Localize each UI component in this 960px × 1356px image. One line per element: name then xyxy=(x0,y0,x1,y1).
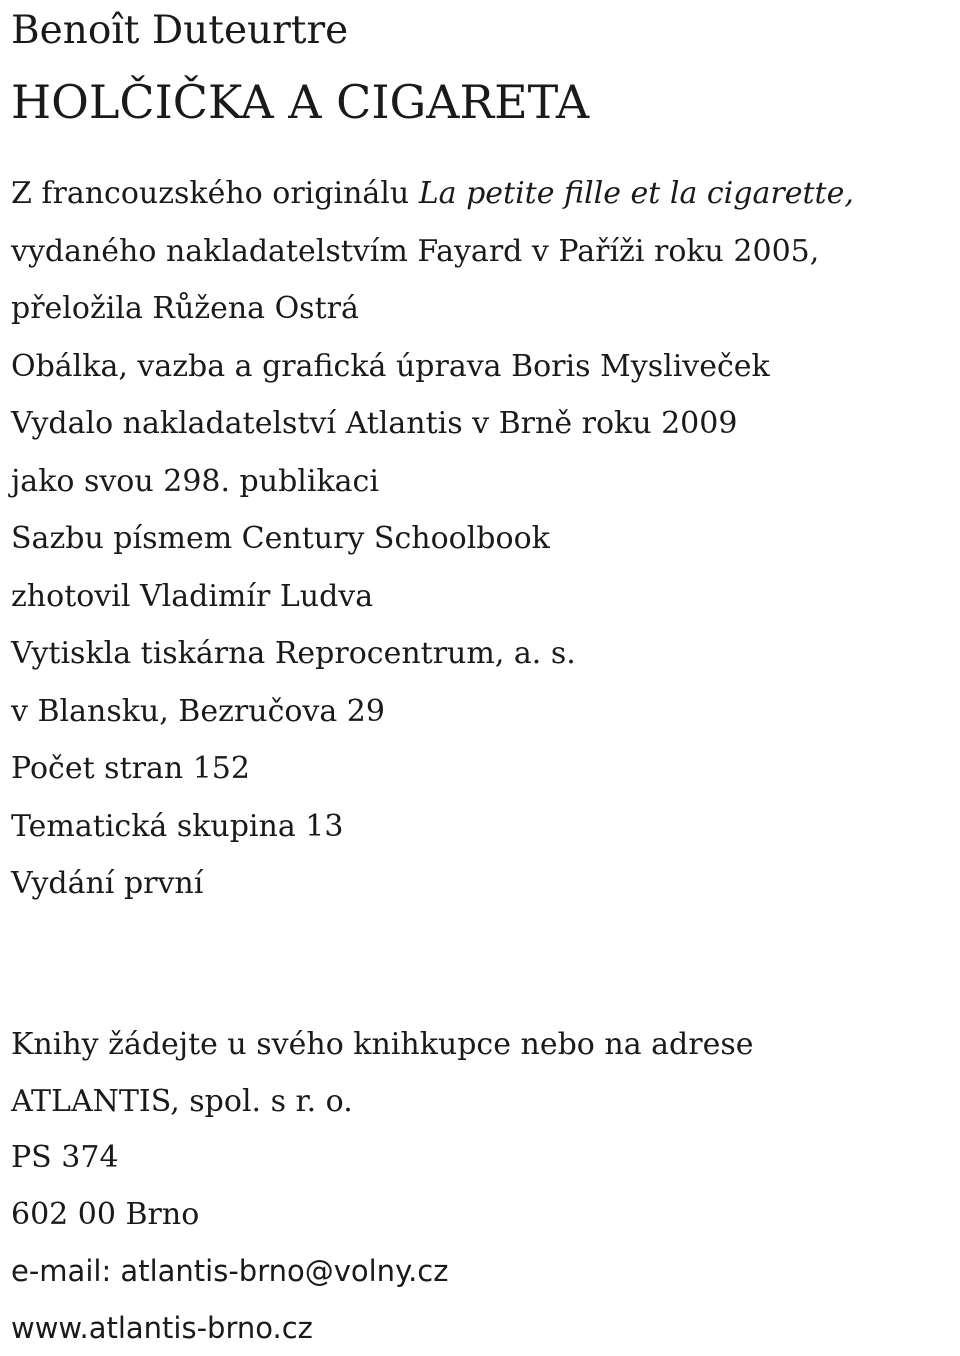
typesetter-line: zhotovil Vladimír Ludva xyxy=(11,568,854,626)
translator-line: přeložila Růžena Ostrá xyxy=(11,280,854,338)
translation-line xyxy=(11,165,854,223)
po-box: PS 374 xyxy=(11,1130,753,1187)
thematic-group-line: Tematická skupina 13 xyxy=(11,798,854,856)
typesetting-line: Sazbu písmem Century Schoolbook xyxy=(11,510,854,568)
printer-address-line: v Blansku, Bezručova 29 xyxy=(11,683,854,741)
page-count-line: Počet stran 152 xyxy=(11,740,854,798)
book-author: Benoît Duteurtre xyxy=(11,6,348,56)
design-line: Obálka, vazba a grafická úprava Boris Mysliveček xyxy=(11,338,854,396)
email-line: e-mail: atlantis-brno@volny.cz xyxy=(11,1243,753,1300)
company-name: ATLANTIS, spol. s r. o. xyxy=(11,1074,753,1131)
published-line: Vydalo nakladatelství Atlantis v Brně roku 2009 xyxy=(11,395,854,453)
publication-number-line: jako svou 298. publikaci xyxy=(11,453,854,511)
edition-line: Vydání první xyxy=(11,855,854,913)
book-title: HOLČIČKA A CIGARETA xyxy=(11,74,589,130)
contact-block xyxy=(11,1017,753,1356)
website-line: www.atlantis-brno.cz xyxy=(11,1300,753,1356)
city-line: 602 00 Brno xyxy=(11,1187,753,1244)
translation-prefix: Z francouzského originálu xyxy=(11,176,419,211)
printer-line: Vytiskla tiskárna Reprocentrum, a. s. xyxy=(11,625,854,683)
original-title: La petite fille et la cigarette, xyxy=(419,176,854,211)
contact-intro: Knihy žádejte u svého knihkupce nebo na adrese xyxy=(11,1017,753,1074)
original-publisher-line: vydaného nakladatelstvím Fayard v Paříži roku 2005, xyxy=(11,223,854,281)
colophon-block xyxy=(11,165,854,913)
